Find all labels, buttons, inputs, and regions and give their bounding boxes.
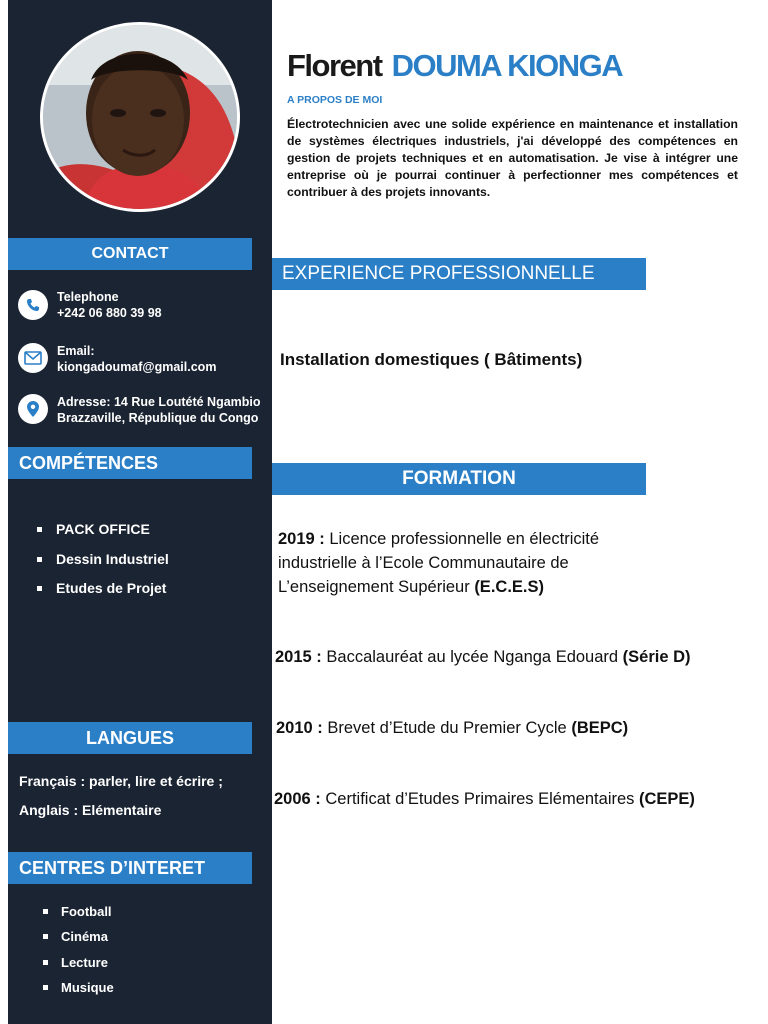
formation-tag: (E.C.E.S): [474, 578, 544, 596]
skills-section-title: [8, 447, 252, 479]
formation-tag: (CEPE): [639, 790, 695, 808]
contact-section-title: [8, 238, 252, 270]
languages-title-text: LANGUES: [85, 727, 174, 748]
list-item: Lecture: [43, 955, 114, 980]
profile-photo: [40, 22, 240, 212]
phone-value[interactable]: +242 06 880 39 98: [57, 306, 162, 320]
formation-text: industrielle à l’Ecole Communautaire de: [278, 554, 569, 572]
language-french: Français : parler, lire et écrire ;: [19, 773, 223, 789]
experience-item: Installation domestiques ( Bâtiments): [280, 350, 583, 369]
location-pin-icon: [18, 394, 48, 424]
phone-label: Telephone: [57, 290, 119, 304]
formation-entry-2019: [278, 527, 599, 599]
email-label: Email:: [57, 344, 95, 358]
interests-title-text: CENTRES D’INTERET: [19, 857, 206, 878]
experience-title-text: EXPERIENCE PROFESSIONNELLE: [282, 263, 595, 284]
formation-entry-2010: [276, 716, 628, 740]
about-text: Électrotechnicien avec une solide expérience en maintenance et installation de systèmes électriques industriels, j'ai développé des compétences en gestion de projets techniques et en automatisation. Je vise à intégrer une entreprise où je pourrai continuer à perfectionner mes compétences et contribuer à des projets innovants.: [287, 117, 738, 199]
first-name: Florent: [287, 48, 382, 83]
list-item: Dessin Industriel: [37, 551, 169, 581]
formation-section-title: [272, 463, 646, 495]
languages-section-title: [8, 722, 252, 754]
email-value[interactable]: kiongadoumaf@gmail.com: [57, 360, 217, 374]
formation-text: Licence professionnelle en électricité: [324, 530, 600, 548]
last-name: DOUMA KIONGA: [391, 48, 623, 83]
formation-entry-2015: [275, 645, 691, 669]
skills-list: [37, 521, 169, 610]
list-item: Etudes de Projet: [37, 580, 169, 610]
mail-icon: [18, 343, 48, 373]
skills-title-text: COMPÉTENCES: [19, 452, 159, 473]
interests-section-title: [8, 852, 252, 884]
address-line-2: Brazzaville, République du Congo: [57, 411, 259, 425]
experience-section-title: [272, 258, 646, 290]
formation-tag: (Série D): [622, 648, 691, 666]
formation-year: 2006 :: [274, 790, 321, 808]
formation-text: L’enseignement Supérieur: [278, 578, 475, 596]
phone-icon: [18, 290, 48, 320]
full-name: [287, 48, 622, 84]
formation-year: 2015 :: [275, 648, 322, 666]
list-item: Football: [43, 904, 114, 929]
contact-address: [18, 394, 261, 426]
contact-phone: [18, 290, 162, 321]
formation-text: Baccalauréat au lycée Nganga Edouard: [321, 648, 623, 666]
formation-year: 2010 :: [276, 719, 323, 737]
list-item: Cinéma: [43, 929, 114, 954]
formation-title-text: FORMATION: [402, 468, 516, 489]
formation-year: 2019 :: [278, 530, 325, 548]
formation-tag: (BEPC): [571, 719, 629, 737]
formation-text: Certificat d’Etudes Primaires Elémentaires: [320, 790, 639, 808]
list-item: PACK OFFICE: [37, 521, 169, 551]
formation-entry-2006: [274, 787, 695, 811]
contact-title-text: CONTACT: [91, 245, 169, 262]
list-item: Musique: [43, 980, 114, 1005]
contact-email: [18, 343, 216, 375]
about-label: A PROPOS DE MOI: [287, 94, 383, 106]
language-english: Anglais : Elémentaire: [19, 802, 162, 818]
formation-text: Brevet d’Etude du Premier Cycle: [322, 719, 572, 737]
interests-list: [43, 904, 114, 1005]
address-line-1: Adresse: 14 Rue Loutété Ngambio: [57, 395, 261, 409]
